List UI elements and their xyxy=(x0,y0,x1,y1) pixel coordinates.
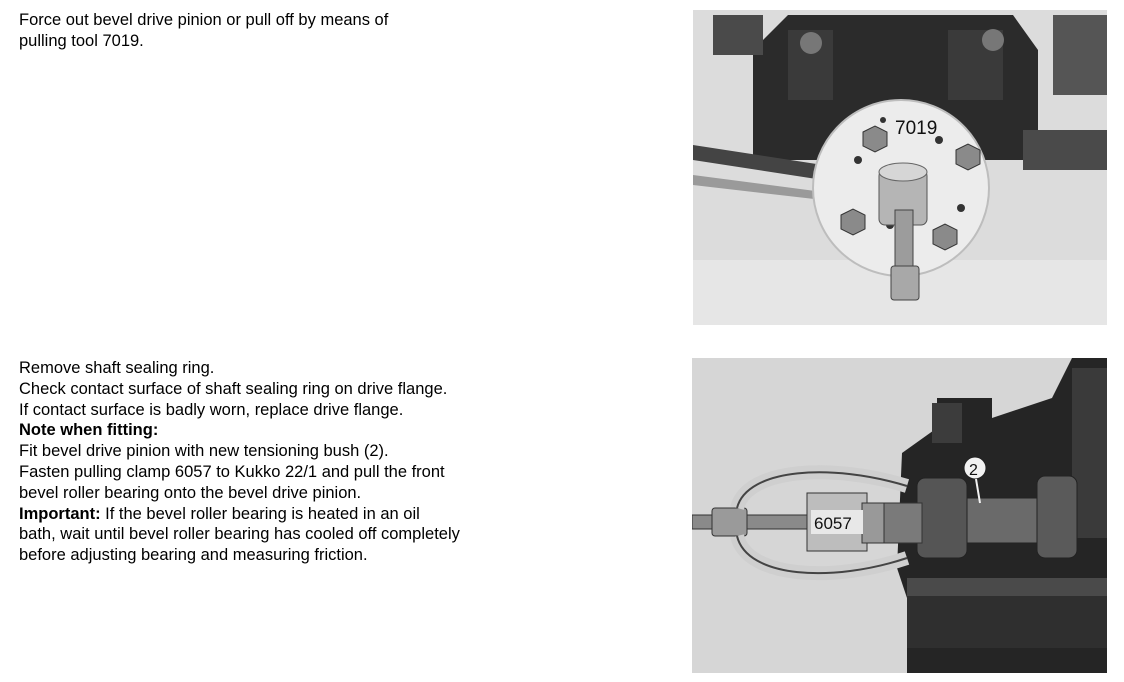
text-line: Fasten pulling clamp 6057 to Kukko 22/1 and pull the front xyxy=(19,462,445,481)
photo-pulling-tool-illustration xyxy=(693,10,1107,325)
text-line: bath, wait until bevel roller bearing has cooled off completely xyxy=(19,525,460,544)
text-line: If contact surface is badly worn, replace drive flange. xyxy=(19,400,404,419)
text-line: bevel roller bearing onto the bevel drive pinion. xyxy=(19,483,362,502)
clamp-number-label: 6057 xyxy=(814,514,852,533)
tool-number-label: 7019 xyxy=(895,118,938,139)
text-line: Remove shaft sealing ring. xyxy=(19,359,215,377)
note-heading xyxy=(19,420,460,441)
photo-pulling-clamp-illustration xyxy=(692,358,1107,673)
important-line xyxy=(19,504,460,525)
photo-pulling-tool xyxy=(693,10,1107,325)
part-number-label: 2 xyxy=(969,462,978,479)
note-heading-text: Note when fitting: xyxy=(19,421,159,440)
photo-pulling-clamp xyxy=(692,358,1107,673)
text-line: pulling tool 7019. xyxy=(19,31,144,50)
instruction-block-fitting xyxy=(19,358,460,566)
important-label: Important: xyxy=(19,504,101,523)
text-line: Force out bevel drive pinion or pull off by means of xyxy=(19,11,389,29)
instruction-block-pinion-removal xyxy=(19,10,388,52)
text-line: Fit bevel drive pinion with new tensioning bush (2). xyxy=(19,442,389,461)
text-line: before adjusting bearing and measuring friction. xyxy=(19,546,368,565)
text-line: Check contact surface of shaft sealing ring on drive flange. xyxy=(19,379,448,398)
important-text: If the bevel roller bearing is heated in an oil xyxy=(100,504,420,523)
